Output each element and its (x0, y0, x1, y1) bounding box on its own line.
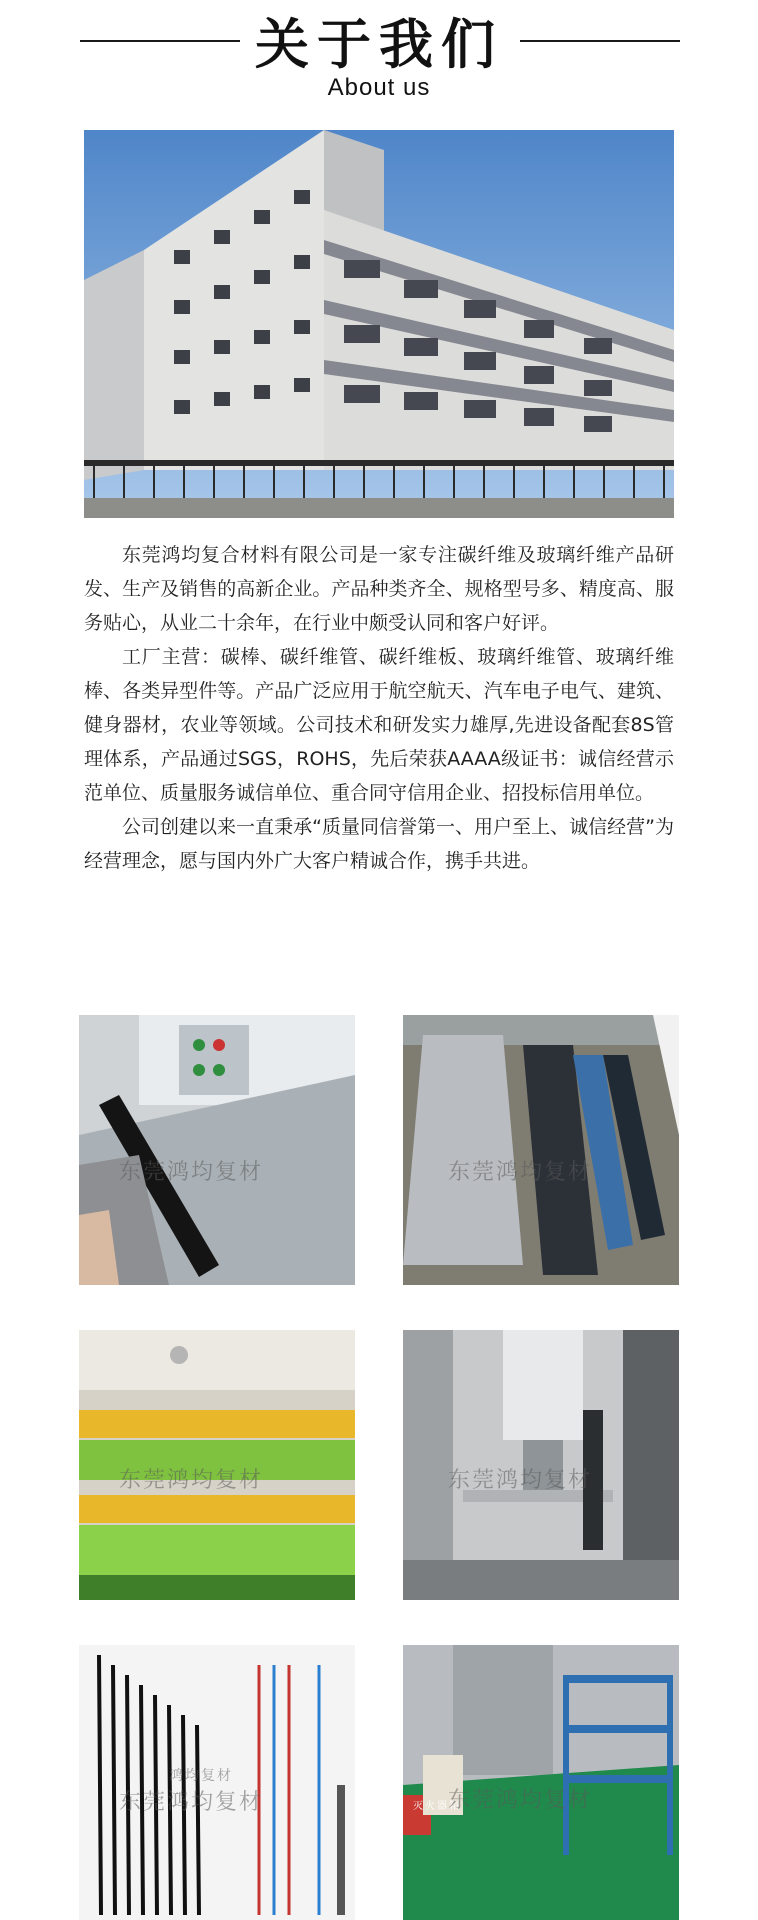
production-line-photo (79, 1015, 355, 1285)
intro-paragraph: 公司创建以来一直秉承“质量同信誉第一、用户至上、诚信经营”为经营理念，愿与国内外广大客户精诚合作，携手共进。 (84, 816, 674, 872)
extinguisher-label: 灭火器箱 (413, 1801, 461, 1812)
carbon-sheets-photo (403, 1015, 679, 1285)
warehouse-photo (403, 1645, 679, 1920)
watermark-text: 东莞鸿均复材 (119, 1790, 264, 1815)
section-title: 关于我们 (255, 13, 503, 76)
roller-machine-photo (79, 1330, 355, 1600)
section-subtitle: About us (327, 74, 431, 101)
watermark-text: 东莞鸿均复材 (448, 1160, 593, 1185)
watermark-text-small: 鸿均复材 (169, 1768, 233, 1784)
factory-building-photo (84, 130, 674, 518)
header-divider-right (520, 40, 680, 42)
company-intro (84, 538, 674, 878)
testing-machine-photo (403, 1330, 679, 1600)
carbon-rods-photo (79, 1645, 355, 1920)
watermark-text: 东莞鸿均复材 (448, 1468, 593, 1493)
intro-paragraph: 东莞鸿均复合材料有限公司是一家专注碳纤维及玻璃纤维产品研发、生产及销售的高新企业。产品种类齐全、规格型号多、精度高、服务贴心，从业二十余年，在行业中颇受认同和客户好评。 (84, 544, 674, 634)
watermark-text: 东莞鸿均复材 (119, 1468, 264, 1493)
intro-paragraph: 工厂主营：碳棒、碳纤维管、碳纤维板、玻璃纤维管、玻璃纤维棒、各类异型件等。产品广泛应用于航空航天、汽车电子电气、建筑、健身器材，农业等领域。公司技术和研发实力雄厚,先进设备配套8S管理体系，产品通过SGS，ROHS，先后荣获AAAA级证书：诚信经营示范单位、质量服务诚信单位、重合同守信用企业、招投标信用单位。 (84, 646, 674, 804)
watermark-text: 东莞鸿均复材 (119, 1160, 264, 1185)
section-header (0, 0, 758, 110)
watermark-text: 东莞鸿均复材 (448, 1788, 593, 1813)
